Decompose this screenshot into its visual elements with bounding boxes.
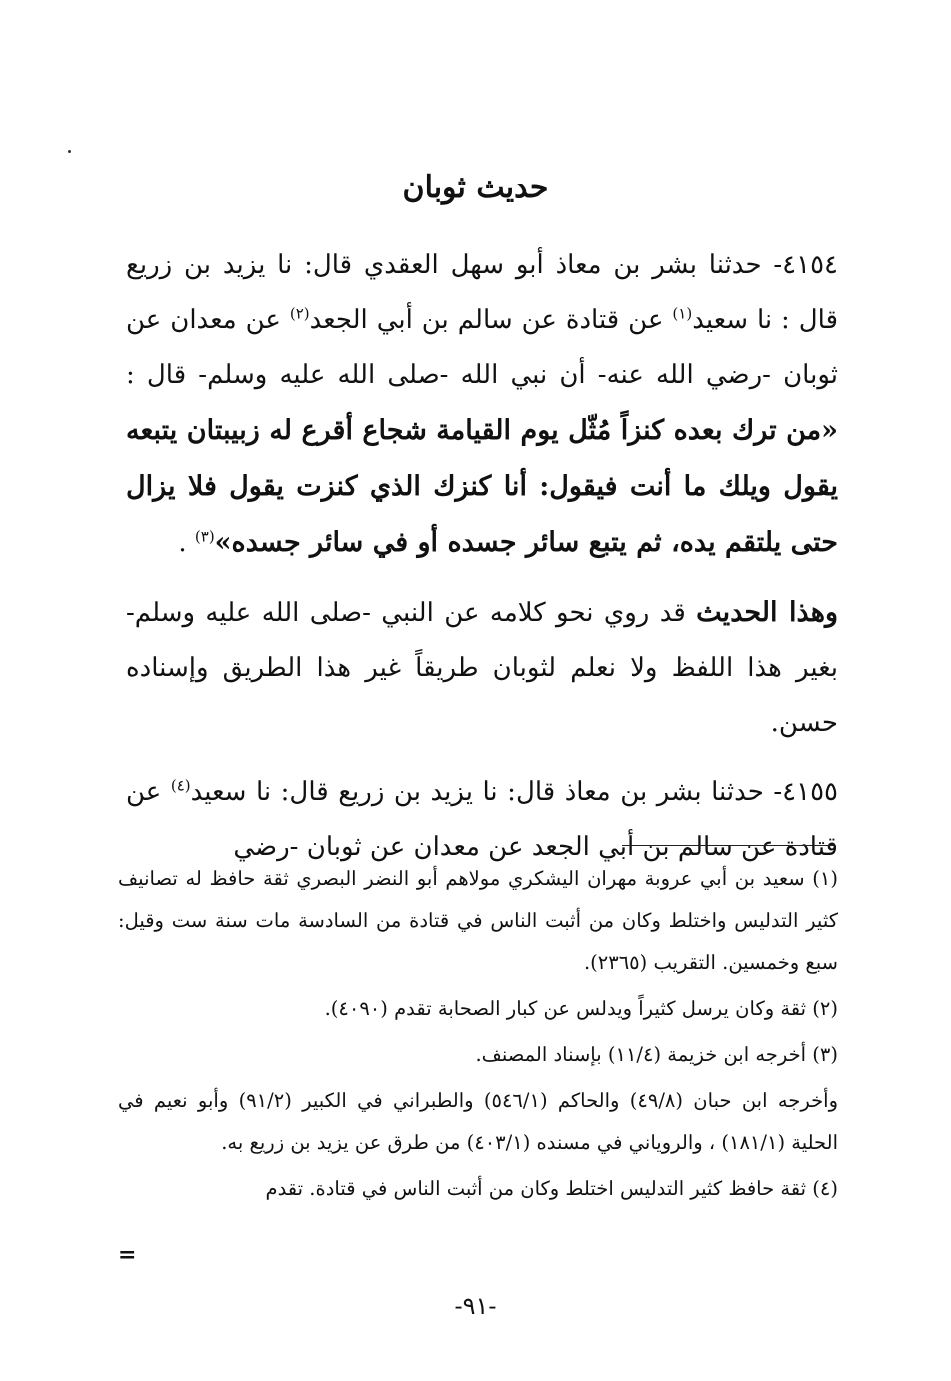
footnote-ref-4[interactable]: (٤) bbox=[170, 776, 191, 795]
footnote-4: (٤) ثقة حافظ كثير التدليس اختلط وكان من أثبت الناس في قتادة. تقدم bbox=[265, 1177, 838, 1200]
commentary-lead: وهذا الحديث bbox=[696, 597, 838, 628]
main-text bbox=[126, 238, 838, 889]
page-title: حديث ثوبان bbox=[402, 170, 549, 205]
page-number: -٩١- bbox=[454, 1292, 497, 1320]
hadith-4154 bbox=[126, 238, 838, 571]
footnote-1: (١) سعيد بن أبي عروبة مهران اليشكري مولاهم أبو النضر البصري ثقة حافظ له تصانيف كثير التدليس واختلط وكان من أثبت الناس في قتادة من السادسة مات سنة ست وقيل: سبع وخمسين. التقريب (٢٣٦٥). bbox=[118, 867, 838, 974]
hadith-4154-intro: ٤١٥٤- حدثنا بشر بن معاذ أبو سهل العقدي قال: نا يزيد بن زريع قال : نا سعيد bbox=[126, 250, 838, 335]
footnote-ref-2[interactable]: (٢) bbox=[289, 304, 310, 323]
footnote-ref-1[interactable]: (١) bbox=[672, 304, 693, 323]
hadith-4154-quote: «من ترك بعده كنزاً مُثّل يوم القيامة شجاع أقرع له زبيبتان يتبعه يقول ويلك ما أنت فيقول: أنا كنزك الذي كنزت يقول فلا يزال حتى يلتقم يده، ثم يتبع سائر جسده أو في سائر جسده» bbox=[126, 415, 838, 558]
footnote-2: (٢) ثقة وكان يرسل كثيراً ويدلس عن كبار الصحابة تقدم (٤٠٩٠). bbox=[324, 997, 838, 1020]
speck bbox=[68, 150, 71, 153]
hadith-4154-after: عن معدان عن ثوبان -رضي الله عنه- أن نبي الله -صلى الله عليه وسلم- قال : bbox=[126, 305, 838, 390]
footnotes bbox=[118, 858, 838, 1214]
hadith-4155-intro: ٤١٥٥- حدثنا بشر بن معاذ قال: نا يزيد بن زريع قال: نا سعيد bbox=[190, 777, 838, 807]
footnote-3: (٣) أخرجه ابن خزيمة (١١/٤) بإسناد المصنف. bbox=[475, 1043, 838, 1066]
hadith-4154-end: . bbox=[178, 528, 195, 558]
commentary bbox=[126, 585, 838, 751]
footnote-divider bbox=[622, 845, 834, 846]
footnote-ref-3[interactable]: (٣) bbox=[194, 527, 215, 546]
hadith-4154-mid: عن قتادة عن سالم بن أبي الجعد bbox=[309, 305, 673, 335]
hadith-4155-after: عن قتادة عن سالم بن أبي الجعد عن معدان عن ثوبان -رضي bbox=[126, 777, 838, 862]
footnote-3-continued: وأخرجه ابن حبان (٤٩/٨) والحاكم (٥٤٦/١) والطبراني في الكبير (٩١/٢) وأبو نعيم في الحلية (١٨١/١) ، والروياني في مسنده (٤٠٣/١) من طرق عن يزيد بن زريع به. bbox=[118, 1089, 839, 1154]
commentary-text: قد روي نحو كلامه عن النبي -صلى الله عليه وسلم- بغير هذا اللفظ ولا نعلم لثوبان طريقاً غير هذا الطريق وإسناده حسن. bbox=[126, 598, 838, 738]
continuation-mark: = bbox=[118, 1242, 137, 1268]
